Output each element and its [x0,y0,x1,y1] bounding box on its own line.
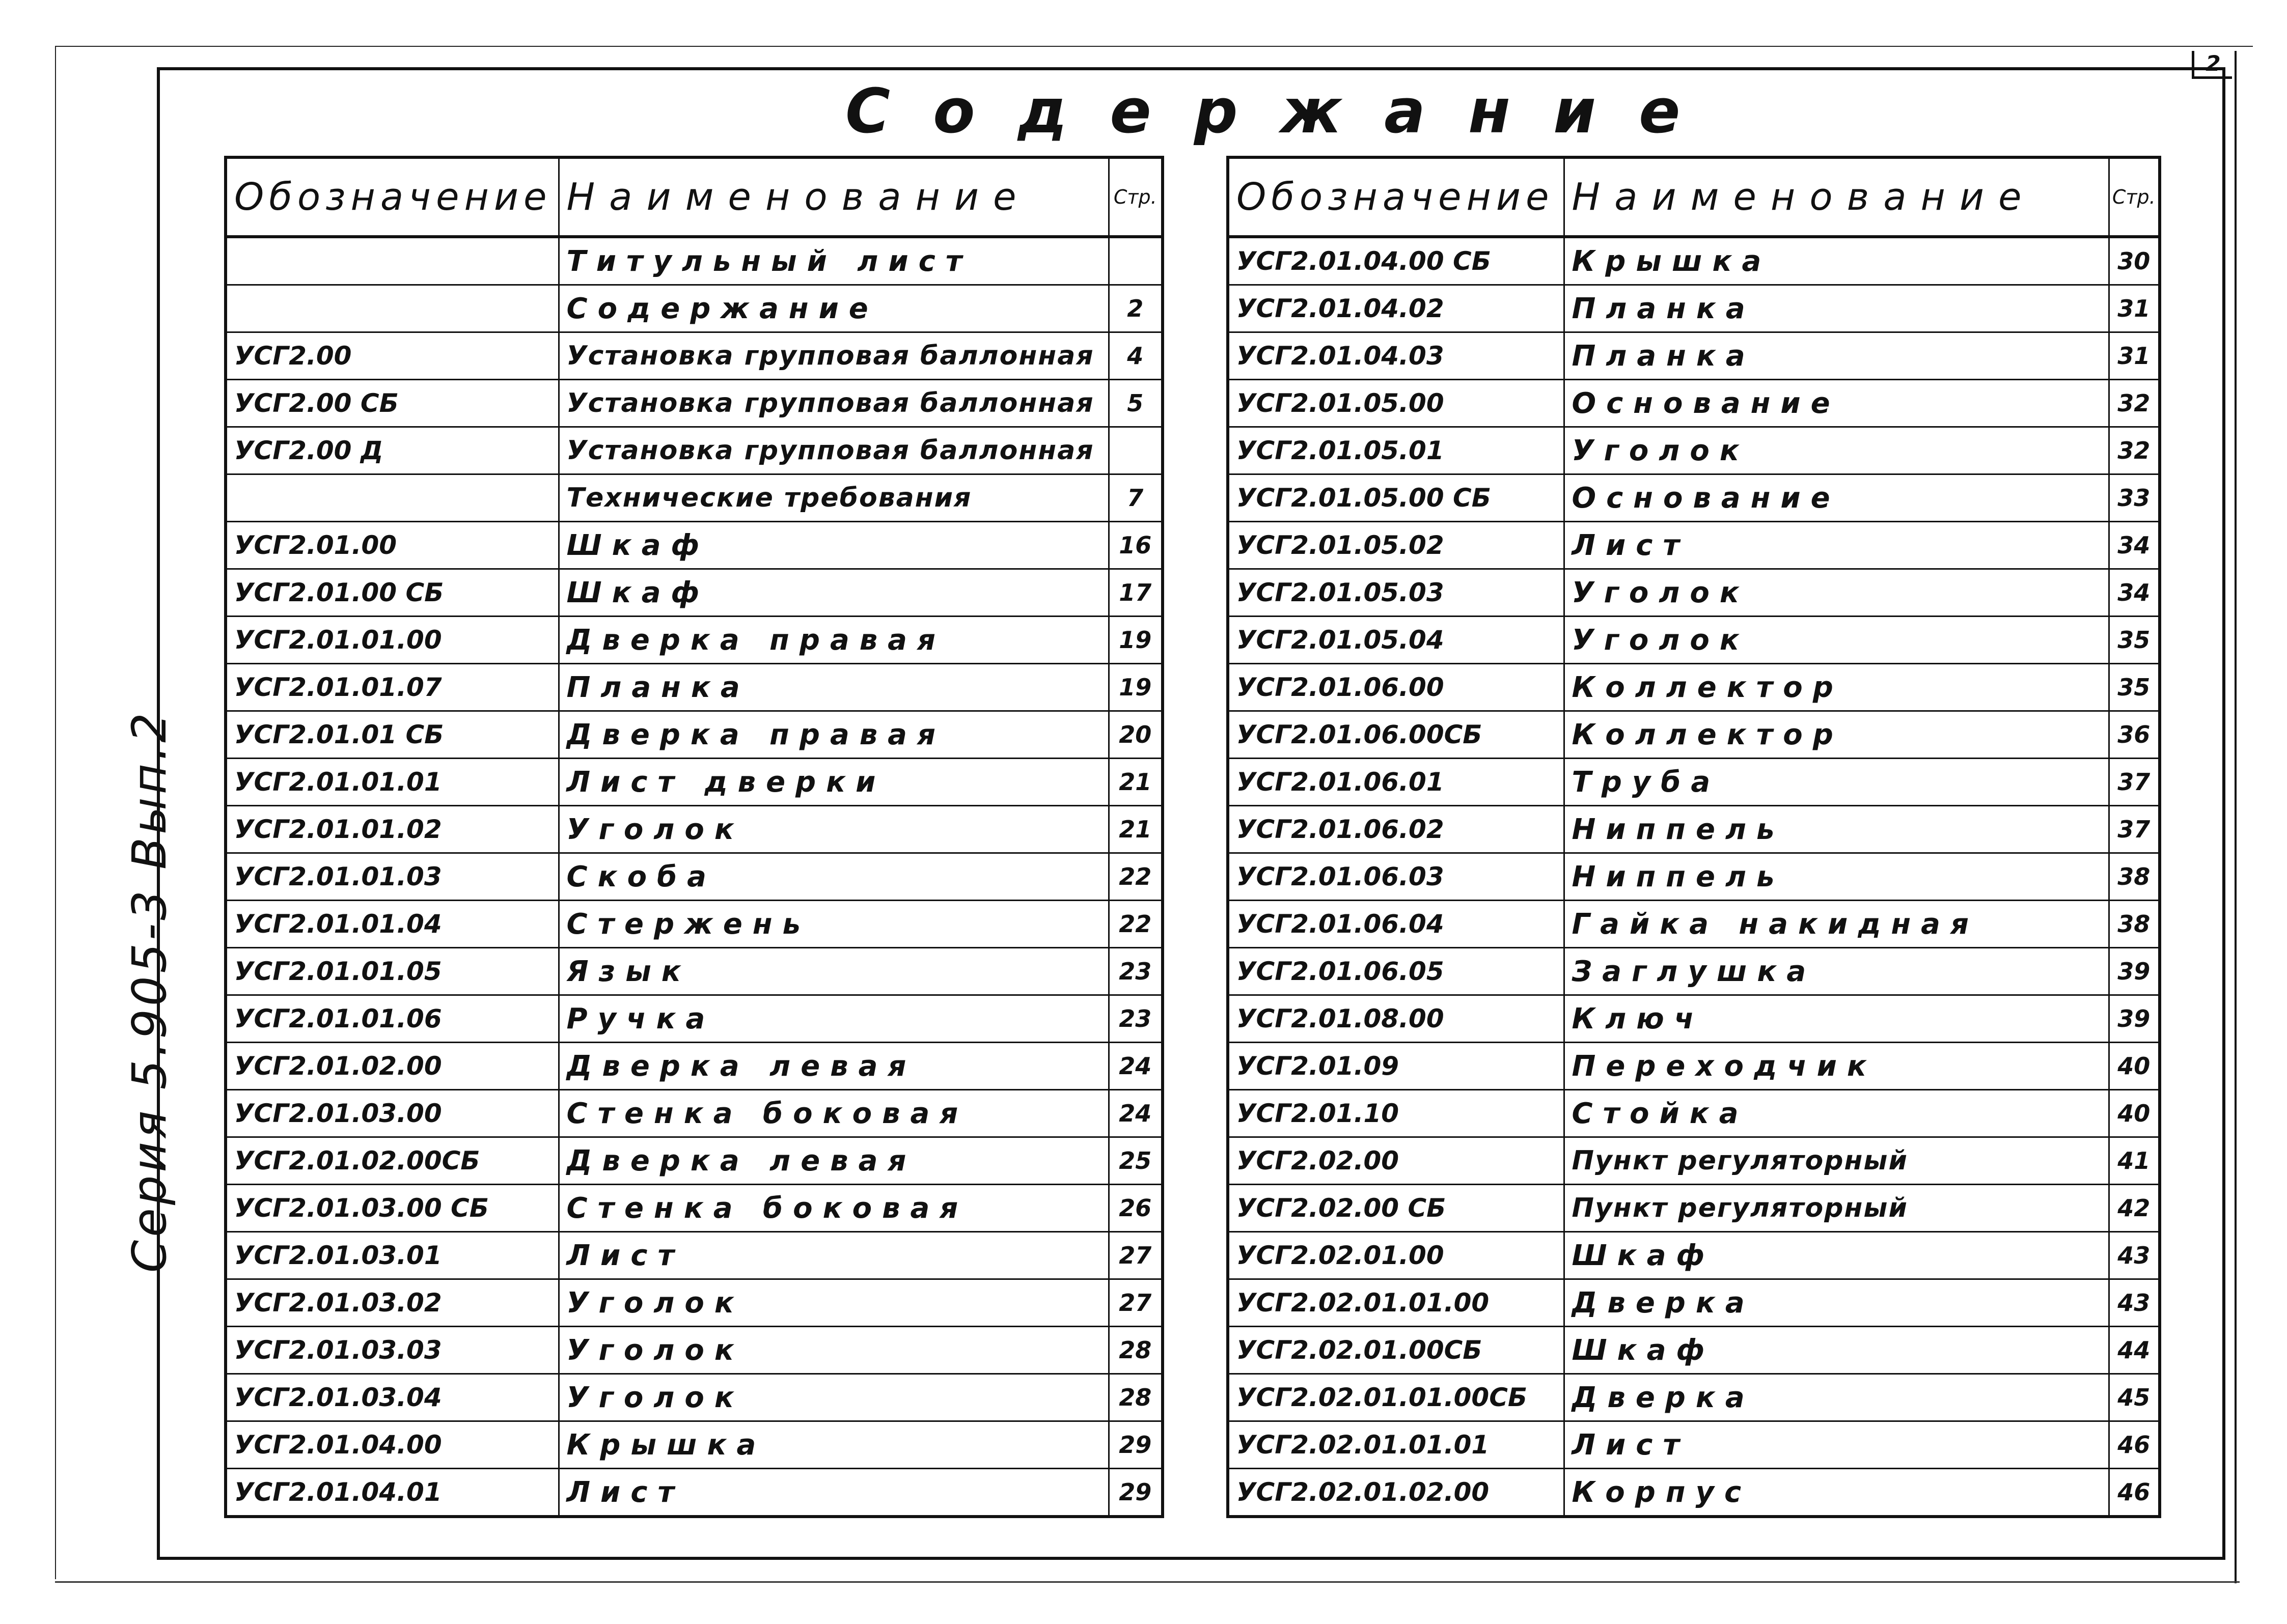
table-row [1228,711,2160,759]
table-row [226,1374,1163,1421]
cell-designation: УСГ2.02.01.00 [1228,1232,1564,1279]
cell-designation: УСГ2.01.10 [1228,1090,1564,1137]
cell-page: 7 [1109,474,1163,522]
cell-name: Планка [1564,332,2109,380]
cell-page: 37 [2109,759,2160,806]
cell-designation [226,237,559,285]
cell-name: Стержень [559,901,1109,948]
series-label: Серия 5.905-3 Вып.2 [122,710,177,1273]
cell-designation: УСГ2.01.01.05 [226,948,559,995]
cell-name: Уголок [1564,427,2109,474]
cell-page: 33 [2109,474,2160,522]
header-page: Стр. [1109,157,1163,237]
cell-name: Уголок [1564,617,2109,664]
table-row [226,1137,1163,1185]
cell-page: 42 [2109,1185,2160,1232]
table-header-row [226,157,1163,237]
table-row [1228,380,2160,427]
cell-page: 24 [1109,1090,1163,1137]
cell-page: 31 [2109,332,2160,380]
table-row [226,901,1163,948]
table-row [226,759,1163,806]
cell-designation: УСГ2.00 Д [226,427,559,474]
cell-designation: УСГ2.01.01.02 [226,806,559,853]
cell-name: Уголок [559,1374,1109,1421]
cell-page: 46 [2109,1421,2160,1469]
cell-designation: УСГ2.01.00 СБ [226,569,559,617]
cell-name: Содержание [559,285,1109,332]
cell-designation [226,474,559,522]
cell-page: 28 [1109,1327,1163,1374]
cell-page: 5 [1109,380,1163,427]
cell-page: 17 [1109,569,1163,617]
cell-name: Уголок [559,1327,1109,1374]
cell-name: Уголок [559,806,1109,853]
cell-name: Ключ [1564,995,2109,1043]
cell-page: 32 [2109,380,2160,427]
cell-designation: УСГ2.01.05.02 [1228,522,1564,569]
cell-page [1109,427,1163,474]
table-row [226,664,1163,711]
table-row [226,853,1163,901]
cell-page: 19 [1109,617,1163,664]
cell-name: Крышка [1564,237,2109,285]
sheet-number: 2 [2192,51,2232,79]
table-row [1228,237,2160,285]
cell-name: Основание [1564,474,2109,522]
cell-page: 37 [2109,806,2160,853]
cell-name: Гайка накидная [1564,901,2109,948]
contents-table-left [224,156,1164,1518]
cell-name: Титульный лист [559,237,1109,285]
cell-name: Ручка [559,995,1109,1043]
cell-name: Коллектор [1564,664,2109,711]
cell-name: Заглушка [1564,948,2109,995]
table-row [226,1469,1163,1517]
cell-page: 27 [1109,1279,1163,1327]
cell-page: 21 [1109,759,1163,806]
cell-designation: УСГ2.01.05.00 [1228,380,1564,427]
cell-name: Пункт регуляторный [1564,1185,2109,1232]
cell-page: 24 [1109,1043,1163,1090]
table-row [226,711,1163,759]
cell-designation: УСГ2.02.01.01.00СБ [1228,1374,1564,1421]
cell-designation: УСГ2.01.01.01 [226,759,559,806]
table-row [226,427,1163,474]
cell-designation: УСГ2.01.06.04 [1228,901,1564,948]
cell-designation: УСГ2.01.04.00 СБ [1228,237,1564,285]
cell-name: Шкаф [1564,1232,2109,1279]
cell-designation: УСГ2.01.06.02 [1228,806,1564,853]
cell-designation: УСГ2.01.03.04 [226,1374,559,1421]
table-row [1228,901,2160,948]
cell-name: Ниппель [1564,853,2109,901]
cell-designation: УСГ2.01.01.04 [226,901,559,948]
cell-name: Лист [1564,1421,2109,1469]
cell-designation: УСГ2.01.01.00 [226,617,559,664]
cell-page: 21 [1109,806,1163,853]
cell-name: Установка групповая баллонная [559,427,1109,474]
cell-name: Шкаф [559,522,1109,569]
cell-page: 32 [2109,427,2160,474]
cell-page: 28 [1109,1374,1163,1421]
cell-designation: УСГ2.01.05.01 [1228,427,1564,474]
header-name: Наименование [559,157,1109,237]
cell-designation: УСГ2.01.03.03 [226,1327,559,1374]
cell-page: 2 [1109,285,1163,332]
cell-designation: УСГ2.01.04.00 [226,1421,559,1469]
table-row [1228,759,2160,806]
cell-designation: УСГ2.01.04.01 [226,1469,559,1517]
cell-designation: УСГ2.02.01.00СБ [1228,1327,1564,1374]
table-row [226,474,1163,522]
cell-designation: УСГ2.01.06.01 [1228,759,1564,806]
cell-designation: УСГ2.01.06.00СБ [1228,711,1564,759]
cell-designation: УСГ2.01.05.00 СБ [1228,474,1564,522]
cell-designation: УСГ2.01.05.03 [1228,569,1564,617]
table-row [226,569,1163,617]
cell-name: Скоба [559,853,1109,901]
cell-page: 34 [2109,569,2160,617]
cell-page: 27 [1109,1232,1163,1279]
cell-designation: УСГ2.01.03.02 [226,1279,559,1327]
table-row [226,1090,1163,1137]
cell-page: 35 [2109,617,2160,664]
table-row [226,1279,1163,1327]
cell-designation: УСГ2.02.00 СБ [1228,1185,1564,1232]
table-row [1228,1090,2160,1137]
table-row [1228,522,2160,569]
cell-designation: УСГ2.01.09 [1228,1043,1564,1090]
table-row [226,1043,1163,1090]
table-row [226,806,1163,853]
table-row [226,995,1163,1043]
cell-designation: УСГ2.01.08.00 [1228,995,1564,1043]
cell-page: 38 [2109,901,2160,948]
table-row [1228,1232,2160,1279]
cell-name: Корпус [1564,1469,2109,1517]
cell-name: Установка групповая баллонная [559,332,1109,380]
cell-designation: УСГ2.01.06.03 [1228,853,1564,901]
table-row [1228,1469,2160,1517]
cell-designation: УСГ2.01.02.00СБ [226,1137,559,1185]
cell-name: Пункт регуляторный [1564,1137,2109,1185]
cell-name: Стенка боковая [559,1090,1109,1137]
table-row [226,332,1163,380]
table-row [1228,1327,2160,1374]
cell-name: Основание [1564,380,2109,427]
cell-page: 16 [1109,522,1163,569]
cell-designation: УСГ2.01.00 [226,522,559,569]
cell-name: Дверка левая [559,1137,1109,1185]
table-row [1228,569,2160,617]
table-header-row [1228,157,2160,237]
cell-page: 35 [2109,664,2160,711]
cell-page: 46 [2109,1469,2160,1517]
cell-designation: УСГ2.02.01.01.00 [1228,1279,1564,1327]
cell-name: Крышка [559,1421,1109,1469]
table-row [226,1421,1163,1469]
table-row [1228,617,2160,664]
cell-designation: УСГ2.01.01.03 [226,853,559,901]
cell-designation: УСГ2.01.02.00 [226,1043,559,1090]
cell-name: Лист [559,1469,1109,1517]
cell-name: Дверка правая [559,617,1109,664]
cell-page: 39 [2109,995,2160,1043]
table-row [1228,332,2160,380]
cell-name: Коллектор [1564,711,2109,759]
table-row [226,617,1163,664]
header-name: Наименование [1564,157,2109,237]
cell-designation: УСГ2.00 [226,332,559,380]
cell-page: 40 [2109,1090,2160,1137]
cell-page: 22 [1109,853,1163,901]
cell-page: 25 [1109,1137,1163,1185]
cell-name: Дверка [1564,1279,2109,1327]
page-title: Содержание [845,76,1723,147]
cell-name: Дверка правая [559,711,1109,759]
cell-name: Шкаф [559,569,1109,617]
table-row [1228,806,2160,853]
cell-page [1109,237,1163,285]
table-row [1228,285,2160,332]
table-row [1228,664,2160,711]
cell-designation: УСГ2.02.01.01.01 [1228,1421,1564,1469]
cell-name: Стенка боковая [559,1185,1109,1232]
cell-page: 31 [2109,285,2160,332]
cell-designation: УСГ2.01.04.02 [1228,285,1564,332]
cell-designation [226,285,559,332]
cell-page: 20 [1109,711,1163,759]
cell-page: 43 [2109,1279,2160,1327]
table-row [1228,948,2160,995]
table-row [226,237,1163,285]
cell-designation: УСГ2.00 СБ [226,380,559,427]
table-row [1228,995,2160,1043]
table-row [226,380,1163,427]
cell-designation: УСГ2.01.01.07 [226,664,559,711]
cell-name: Шкаф [1564,1327,2109,1374]
frame-bottom-line [55,1581,2240,1583]
cell-page: 4 [1109,332,1163,380]
cell-designation: УСГ2.01.03.00 [226,1090,559,1137]
table-row [1228,427,2160,474]
table-row [1228,1279,2160,1327]
contents-table-right [1226,156,2161,1518]
cell-designation: УСГ2.01.03.01 [226,1232,559,1279]
table-row [1228,1185,2160,1232]
cell-name: Установка групповая баллонная [559,380,1109,427]
cell-page: 30 [2109,237,2160,285]
cell-name: Дверка [1564,1374,2109,1421]
cell-name: Планка [1564,285,2109,332]
cell-page: 23 [1109,995,1163,1043]
cell-designation: УСГ2.01.05.04 [1228,617,1564,664]
cell-designation: УСГ2.01.04.03 [1228,332,1564,380]
header-page: Стр. [2109,157,2160,237]
cell-designation: УСГ2.01.01 СБ [226,711,559,759]
cell-page: 29 [1109,1469,1163,1517]
header-designation: Обозначение [226,157,559,237]
cell-name: Стойка [1564,1090,2109,1137]
cell-page: 44 [2109,1327,2160,1374]
cell-page: 45 [2109,1374,2160,1421]
table-row [1228,853,2160,901]
cell-page: 43 [2109,1232,2160,1279]
table-row [226,1185,1163,1232]
table-row [226,522,1163,569]
cell-designation: УСГ2.02.00 [1228,1137,1564,1185]
cell-designation: УСГ2.01.01.06 [226,995,559,1043]
table-row [1228,474,2160,522]
table-row [1228,1374,2160,1421]
table-row [1228,1043,2160,1090]
table-row [1228,1421,2160,1469]
cell-page: 19 [1109,664,1163,711]
cell-page: 22 [1109,901,1163,948]
table-row [226,948,1163,995]
cell-name: Уголок [559,1279,1109,1327]
cell-name: Технические требования [559,474,1109,522]
cell-page: 23 [1109,948,1163,995]
cell-page: 36 [2109,711,2160,759]
cell-page: 41 [2109,1137,2160,1185]
frame-right-line [2235,51,2237,1583]
cell-page: 40 [2109,1043,2160,1090]
cell-name: Лист [1564,522,2109,569]
cell-designation: УСГ2.01.06.05 [1228,948,1564,995]
cell-page: 34 [2109,522,2160,569]
table-row [226,1232,1163,1279]
cell-designation: УСГ2.01.06.00 [1228,664,1564,711]
cell-page: 29 [1109,1421,1163,1469]
cell-designation: УСГ2.01.03.00 СБ [226,1185,559,1232]
cell-name: Планка [559,664,1109,711]
cell-page: 39 [2109,948,2160,995]
cell-name: Труба [1564,759,2109,806]
cell-page: 38 [2109,853,2160,901]
table-row [226,285,1163,332]
cell-designation: УСГ2.02.01.02.00 [1228,1469,1564,1517]
cell-name: Лист [559,1232,1109,1279]
cell-name: Лист дверки [559,759,1109,806]
cell-name: Переходчик [1564,1043,2109,1090]
cell-name: Дверка левая [559,1043,1109,1090]
cell-name: Язык [559,948,1109,995]
cell-name: Ниппель [1564,806,2109,853]
table-row [226,1327,1163,1374]
cell-page: 26 [1109,1185,1163,1232]
table-row [1228,1137,2160,1185]
cell-name: Уголок [1564,569,2109,617]
header-designation: Обозначение [1228,157,1564,237]
